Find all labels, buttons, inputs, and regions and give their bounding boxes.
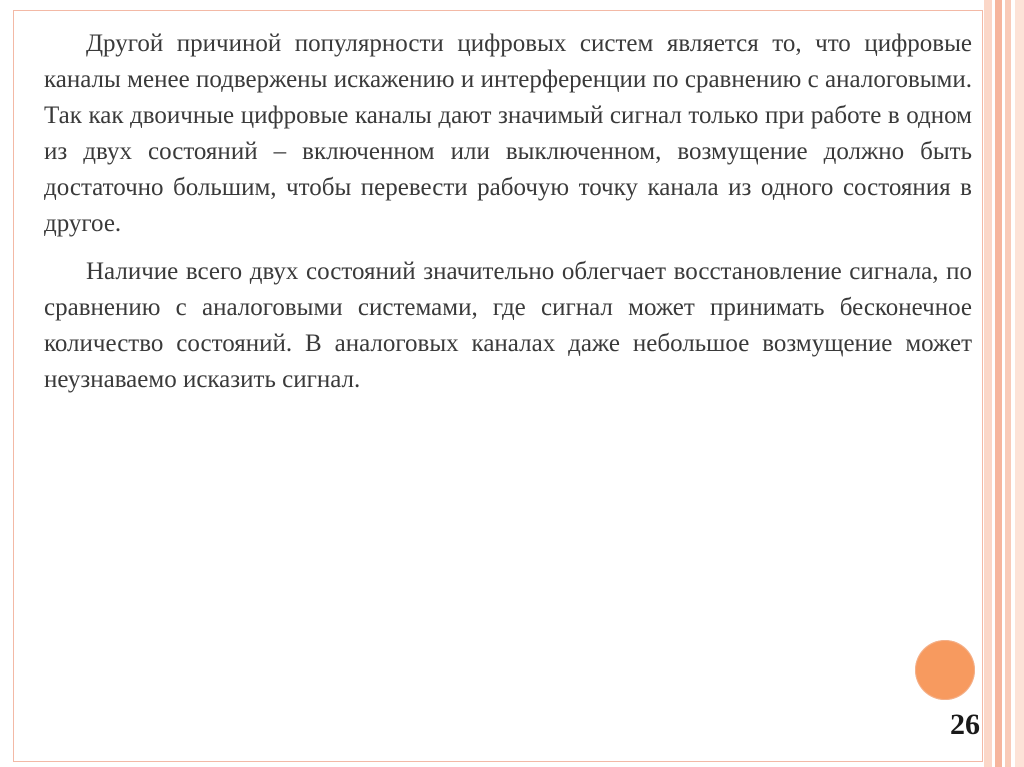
page-number: 26 bbox=[950, 708, 980, 741]
decorative-circle bbox=[915, 640, 975, 700]
paragraph-2: Наличие всего двух состояний значительно облегчает восстановление сигнала, по сравнению с аналоговыми системами, где сигнал может принимать бесконечное количество состояний. В аналоговых каналах даже небольшое возмущение может неузнаваемо исказить сигнал. bbox=[44, 258, 972, 393]
stripe bbox=[995, 0, 1002, 767]
decorative-stripes bbox=[984, 0, 1024, 767]
slide-body bbox=[44, 26, 972, 410]
stripe bbox=[984, 0, 992, 767]
paragraph-1: Другой причиной популярности цифровых систем является то, что цифровые каналы менее подвержены искажению и интерференции по сравнению с аналоговыми. Так как двоичные цифровые каналы дают значимый сигнал только при работе в одном из двух состояний – включенном или выключенном, возмущение должно быть достаточно большим, чтобы перевести рабочую точку канала из одного состояния в другое. bbox=[44, 30, 972, 237]
stripe bbox=[1015, 0, 1024, 767]
